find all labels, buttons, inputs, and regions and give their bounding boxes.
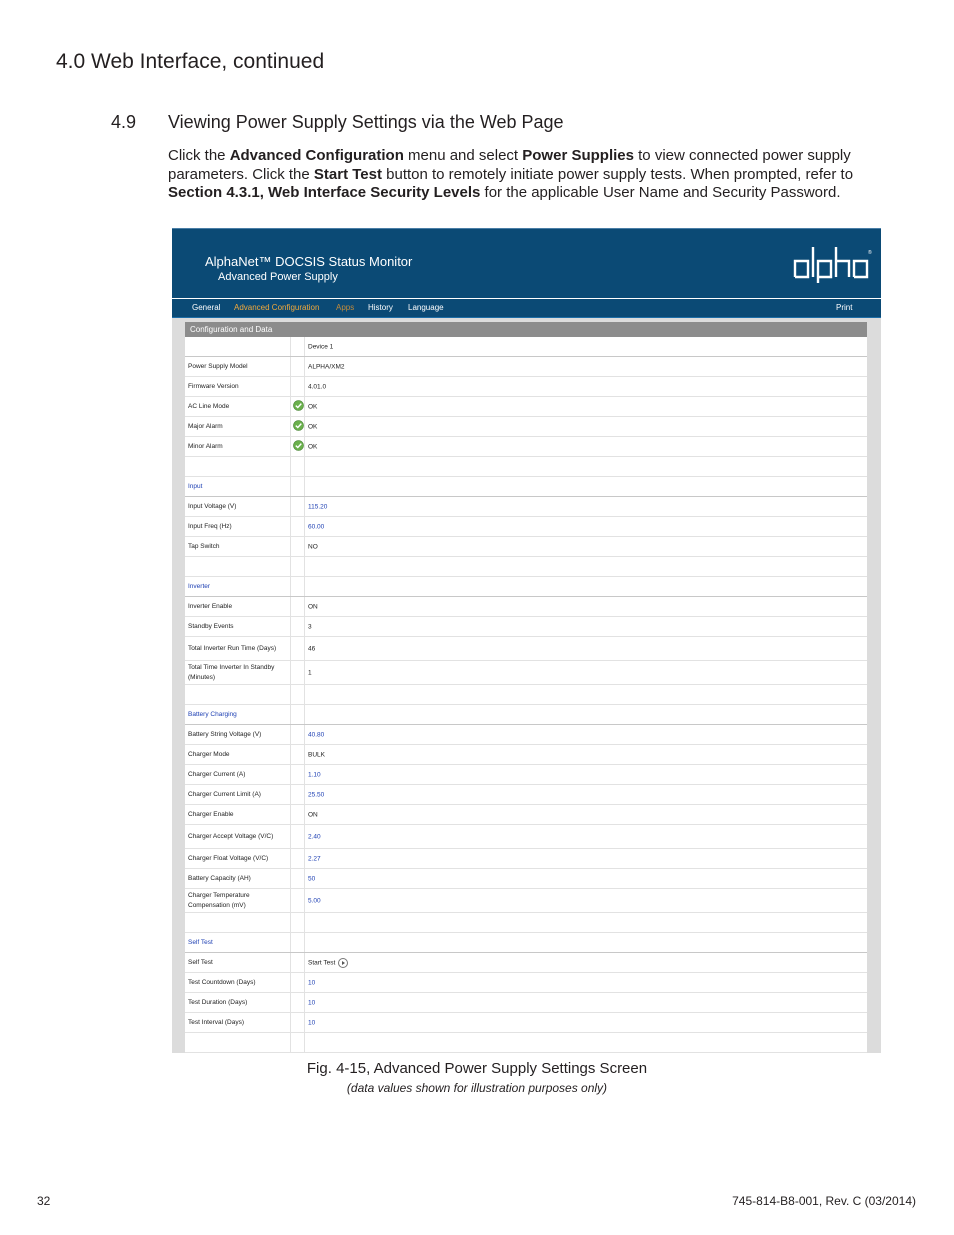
status-icon-cell (290, 933, 305, 952)
nav-bar (172, 298, 881, 318)
device-header: Device 1 (308, 343, 334, 350)
row-value-cell (304, 705, 867, 724)
row-value: 10 (308, 1019, 316, 1026)
status-icon-cell (290, 617, 305, 636)
table-row (185, 953, 867, 973)
instructions-paragraph (168, 147, 884, 203)
row-value-cell (304, 765, 867, 784)
document-id: 745-814-B8-001, Rev. C (03/2014) (732, 1194, 916, 1208)
status-icon-cell (290, 557, 305, 576)
status-icon-cell (290, 705, 305, 724)
row-value: 25.50 (308, 791, 325, 798)
table-row (185, 477, 867, 497)
row-value: 50 (308, 875, 316, 882)
subsection-number: 4.9 (111, 112, 137, 132)
status-icon-cell (290, 1013, 305, 1032)
row-value-cell (304, 337, 867, 356)
row-value: 4.01.0 (308, 383, 327, 390)
status-icon-cell (290, 805, 305, 824)
row-label: Self Test (188, 958, 213, 966)
nav-advanced-configuration[interactable]: Advanced Configuration (234, 303, 320, 312)
row-label: Charger Float Voltage (V/C) (188, 854, 269, 862)
row-label: Tap Switch (188, 542, 220, 550)
alpha-logo (792, 241, 872, 285)
table-row (185, 933, 867, 953)
status-icon-cell (290, 685, 305, 704)
table-row (185, 973, 867, 993)
status-icon-cell (290, 457, 305, 476)
table-row (185, 557, 867, 577)
row-value: OK (308, 443, 318, 450)
status-icon-cell (290, 417, 305, 436)
status-icon-cell (290, 745, 305, 764)
row-value: ON (308, 603, 318, 610)
table-row (185, 357, 867, 377)
para-text: for the applicable User Name and Security Password. (480, 184, 841, 201)
status-icon-cell (290, 889, 305, 912)
row-value-cell (304, 685, 867, 704)
table-row (185, 661, 867, 685)
table-row (185, 397, 867, 417)
status-icon-cell (290, 869, 305, 888)
table-row (185, 705, 867, 725)
nav-language[interactable]: Language (408, 303, 444, 312)
row-label: Charger Enable (188, 810, 234, 818)
row-value-cell (304, 933, 867, 952)
row-value: ALPHA/XM2 (308, 363, 345, 370)
row-label: Charger Current Limit (A) (188, 790, 261, 798)
row-value: 5.00 (308, 897, 321, 904)
status-icon-cell (290, 357, 305, 376)
status-icon-cell (290, 993, 305, 1012)
row-value-cell (304, 661, 867, 684)
row-value-cell (304, 785, 867, 804)
svg-text:®: ® (868, 250, 872, 256)
nav-general[interactable]: General (192, 303, 221, 312)
row-value-cell (304, 805, 867, 824)
row-label: Battery String Voltage (V) (188, 730, 262, 738)
row-value-cell (304, 377, 867, 396)
status-icon-cell (290, 913, 305, 932)
table-row (185, 497, 867, 517)
row-value: OK (308, 423, 318, 430)
table-row (185, 785, 867, 805)
row-value: 1.10 (308, 771, 321, 778)
table-row (185, 577, 867, 597)
row-value-cell (304, 849, 867, 868)
nav-history[interactable]: History (368, 303, 393, 312)
subsection-title: Viewing Power Supply Settings via the Web Page (168, 112, 564, 132)
check-icon (293, 400, 304, 411)
table-row (185, 517, 867, 537)
row-label: Test Duration (Days) (188, 998, 248, 1006)
row-label: Firmware Version (188, 382, 239, 390)
para-text: Click the (168, 147, 230, 164)
table-row (185, 637, 867, 661)
print-link[interactable]: Print (836, 303, 853, 312)
row-label: AC Line Mode (188, 402, 230, 410)
row-value-cell (304, 869, 867, 888)
row-value-cell (304, 597, 867, 616)
row-value-cell (304, 1013, 867, 1032)
table-row (185, 993, 867, 1013)
status-icon-cell (290, 397, 305, 416)
table-row (185, 849, 867, 869)
row-label: Test Interval (Days) (188, 1018, 244, 1026)
table-row (185, 597, 867, 617)
row-value-cell (304, 437, 867, 456)
status-icon-cell (290, 953, 305, 972)
row-label: Input Freq (Hz) (188, 522, 232, 530)
play-icon (338, 958, 348, 968)
row-label: Input Voltage (V) (188, 502, 237, 510)
row-value-cell (304, 973, 867, 992)
check-icon (293, 420, 304, 431)
status-icon-cell (290, 537, 305, 556)
table-row (185, 437, 867, 457)
para-bold: Power Supplies (522, 147, 634, 164)
section-label: Self Test (188, 938, 213, 946)
page-number: 32 (37, 1194, 51, 1208)
row-value-cell (304, 637, 867, 660)
row-value-cell (304, 993, 867, 1012)
status-icon-cell (290, 437, 305, 456)
app-banner (172, 228, 881, 299)
status-icon-cell (290, 785, 305, 804)
para-bold: Start Test (313, 165, 382, 183)
row-label: Total Time Inverter In Standby (Minutes) (188, 663, 275, 681)
status-icon-cell (290, 637, 305, 660)
row-label: Standby Events (188, 622, 234, 630)
row-label: Total Inverter Run Time (Days) (188, 644, 277, 652)
status-icon-cell (290, 577, 305, 596)
row-value-cell (304, 557, 867, 576)
row-value-cell (304, 397, 867, 416)
status-icon-cell (290, 825, 305, 848)
row-value: 60.00 (308, 523, 325, 530)
row-label: Inverter Enable (188, 602, 233, 610)
status-icon-cell (290, 377, 305, 396)
row-label: Battery Capacity (AH) (188, 874, 251, 882)
table-row (185, 1033, 867, 1053)
table-row (185, 457, 867, 477)
para-bold: Section 4.3.1, Web Interface Security Levels (168, 184, 481, 201)
table-row (185, 913, 867, 933)
row-value-cell (304, 1033, 867, 1052)
web-page-screenshot (172, 228, 881, 1053)
row-label: Charger Current (A) (188, 770, 246, 778)
status-icon-cell (290, 725, 305, 744)
section-label: Battery Charging (188, 710, 237, 718)
row-value-cell (304, 617, 867, 636)
row-value-cell (304, 825, 867, 848)
table-row (185, 805, 867, 825)
figure-caption-note: (data values shown for illustration purposes only) (346, 1081, 608, 1095)
row-value-cell (304, 889, 867, 912)
para-bold: Advanced Configuration (229, 147, 404, 164)
row-label: Test Countdown (Days) (188, 978, 256, 986)
para-text: button to remotely initiate power supply tests. When prompted, refer to (381, 165, 854, 183)
check-icon (293, 440, 304, 451)
row-value-cell (304, 477, 867, 496)
figure-caption: Fig. 4-15, Advanced Power Supply Settings Screen (306, 1060, 648, 1077)
row-label: Power Supply Model (188, 362, 248, 370)
status-icon-cell (290, 477, 305, 496)
row-label: Minor Alarm (188, 442, 223, 450)
section-label: Inverter (188, 582, 211, 590)
row-value-cell (304, 457, 867, 476)
start-test-button[interactable] (308, 958, 348, 968)
status-icon-cell (290, 337, 305, 356)
table-row (185, 685, 867, 705)
row-value-cell (304, 537, 867, 556)
row-value-cell (304, 953, 867, 972)
table-row (185, 537, 867, 557)
row-label: Major Alarm (188, 422, 223, 430)
row-value: OK (308, 403, 318, 410)
row-value-cell (304, 357, 867, 376)
table-row (185, 1013, 867, 1033)
row-value: 40.80 (308, 731, 325, 738)
row-value-cell (304, 745, 867, 764)
section-label: Input (188, 482, 203, 490)
table-row (185, 889, 867, 913)
table-row (185, 725, 867, 745)
row-label: Charger Temperature Compensation (mV) (188, 891, 250, 909)
row-value: 3 (308, 623, 312, 630)
config-table (185, 337, 867, 1053)
table-row (185, 377, 867, 397)
table-row (185, 745, 867, 765)
status-icon-cell (290, 661, 305, 684)
panel-title: Configuration and Data (185, 322, 867, 337)
row-value: 10 (308, 979, 316, 986)
status-icon-cell (290, 1033, 305, 1052)
table-row (185, 765, 867, 785)
status-icon-cell (290, 849, 305, 868)
row-value: 46 (308, 645, 316, 652)
status-icon-cell (290, 973, 305, 992)
table-row (185, 869, 867, 889)
row-value: ON (308, 811, 318, 818)
para-text: to view connected power supply parameters. Click the (168, 147, 851, 183)
row-value-cell (304, 913, 867, 932)
status-icon-cell (290, 597, 305, 616)
app-title: AlphaNet™ DOCSIS Status Monitor (205, 254, 413, 269)
nav-apps[interactable]: Apps (336, 303, 355, 312)
status-icon-cell (290, 765, 305, 784)
status-icon-cell (290, 497, 305, 516)
row-value: 2.40 (308, 833, 321, 840)
row-value-cell (304, 725, 867, 744)
table-row (185, 337, 867, 357)
row-label: Charger Accept Voltage (V/C) (188, 832, 274, 840)
row-value-cell (304, 417, 867, 436)
row-value: 115.20 (308, 503, 328, 510)
status-icon-cell (290, 517, 305, 536)
table-row (185, 825, 867, 849)
row-label: Charger Mode (188, 750, 230, 758)
row-value: BULK (308, 751, 325, 758)
row-value-cell (304, 497, 867, 516)
row-value-cell (304, 517, 867, 536)
start-test-label: Start Test (308, 959, 336, 967)
app-subtitle: Advanced Power Supply (218, 271, 338, 283)
row-value: 10 (308, 999, 316, 1006)
row-value: 1 (308, 669, 312, 676)
row-value: 2.27 (308, 855, 321, 862)
para-text: menu and select (403, 147, 523, 164)
config-panel (185, 322, 867, 1053)
table-row (185, 617, 867, 637)
section-heading: 4.0 Web Interface, continued (56, 50, 325, 73)
table-row (185, 417, 867, 437)
row-value-cell (304, 577, 867, 596)
row-value: NO (308, 543, 318, 550)
